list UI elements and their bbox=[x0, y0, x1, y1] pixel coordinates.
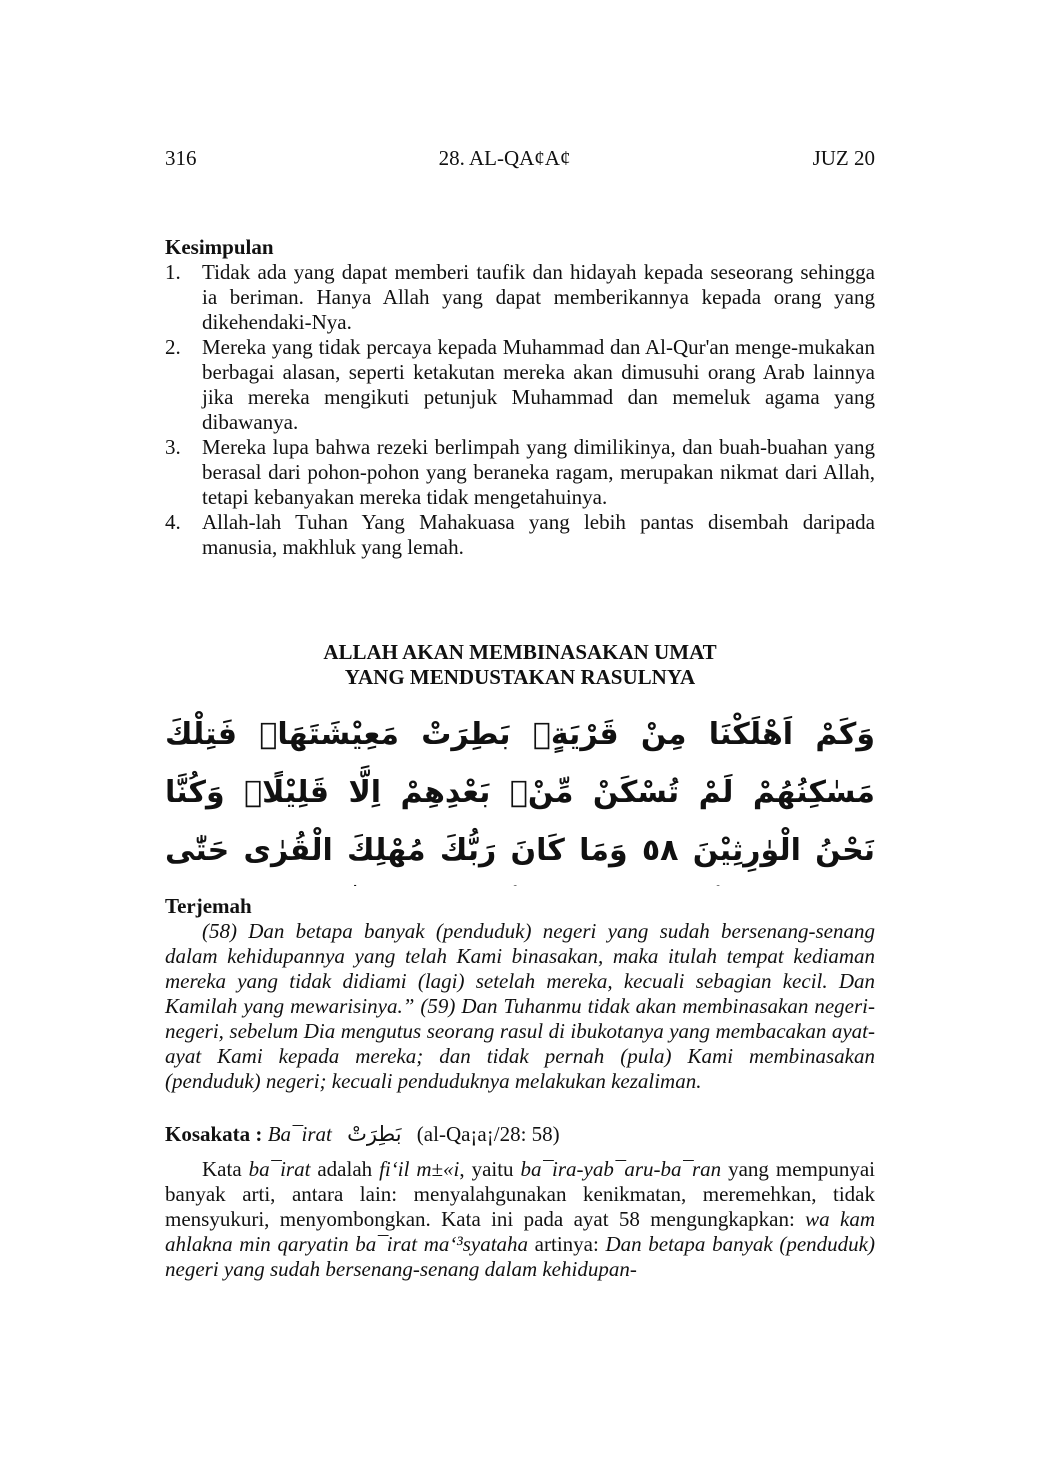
text: ba¯irat bbox=[248, 1157, 311, 1181]
body bbox=[165, 235, 875, 1282]
item-number: 2. bbox=[165, 335, 181, 359]
text: Dan betapa banyak (penduduk) negeri yang sudah bersenang-senang dalam kehidupan- bbox=[165, 1232, 875, 1281]
page-number: 316 bbox=[165, 146, 197, 170]
kesimpulan-list bbox=[165, 260, 875, 560]
kosakata-label: Kosakata : bbox=[165, 1122, 263, 1146]
kesimpulan-heading: Kesimpulan bbox=[165, 235, 274, 259]
running-header bbox=[165, 146, 875, 171]
text: fi‘il m±«i bbox=[379, 1157, 460, 1181]
text: yang mempunyai banyak arti, antara lain: menyalahgunakan kenikmatan, meremehkan, tidak mensyukuri, menyombongkan. Kata ini pada ayat 58 mengungkapkan: bbox=[165, 1157, 876, 1231]
list-item bbox=[165, 260, 875, 335]
kosakata-line bbox=[165, 1122, 875, 1147]
item-text: Mereka lupa bahwa rezeki berlimpah yang dimilikinya, dan buah-buahan yang berasal dari pohon-pohon yang beraneka ragam, merupakan nikmat dari Allah, tetapi kebanyakan mereka tidak mengetahuinya. bbox=[202, 435, 875, 509]
text: , yaitu bbox=[459, 1157, 521, 1181]
text: Kata bbox=[202, 1157, 249, 1181]
kosakata-paragraph bbox=[165, 1157, 875, 1282]
text: ba¯ira-yab¯aru-ba¯ran bbox=[520, 1157, 722, 1181]
item-text: Tidak ada yang dapat memberi taufik dan hidayah kepada seseorang sehingga ia beriman. Hanya Allah yang dapat memberikannya kepada orang yang dikehendaki-Nya. bbox=[202, 260, 875, 334]
item-number: 4. bbox=[165, 510, 181, 534]
text: artinya: bbox=[528, 1232, 606, 1256]
kosakata-arabic: بَطِرَتْ bbox=[347, 1122, 402, 1146]
text: wa kam ahlakna min qaryatin ba¯irat ma‘³syataha bbox=[165, 1207, 875, 1256]
section-title bbox=[165, 640, 875, 690]
section-title-line: YANG MENDUSTAKAN RASULNYA bbox=[344, 665, 696, 689]
item-number: 3. bbox=[165, 435, 181, 459]
juz-label: JUZ 20 bbox=[812, 146, 875, 170]
item-text: Mereka yang tidak percaya kepada Muhammad dan Al-Qur'an menge-mukakan berbagai alasan, seperti ketakutan mereka akan dimusuhi orang Arab lainnya jika mereka mengikuti petunjuk Muhammad dan memeluk agama yang dibawanya. bbox=[202, 335, 875, 434]
kosakata-term: Ba¯irat bbox=[267, 1122, 332, 1146]
list-item bbox=[165, 510, 875, 560]
terjemah-heading: Terjemah bbox=[165, 894, 252, 918]
arabic-verses: وَكَمْ اَهْلَكْنَا مِنْ قَرْيَةٍۢ بَطِرَتْ مَعِيْشَتَهَاۚ فَتِلْكَ مَسٰكِنُهُمْ لَمْ تُسْكَنْ مِّنْۢ بَعْدِهِمْ اِلَّا قَلِيْلًاۗ وَكُنَّا نَحْنُ الْوٰرِثِيْنَ ٥٨ وَمَا كَانَ رَبُّكَ مُهْلِكَ الْقُرٰى حَتّٰى bbox=[165, 717, 875, 868]
section-title-line: ALLAH AKAN MEMBINASAKAN UMAT bbox=[323, 640, 717, 664]
item-number: 1. bbox=[165, 260, 181, 284]
item-text: Allah-lah Tuhan Yang Mahakuasa yang lebih pantas disembah daripada manusia, makhluk yang lemah. bbox=[202, 510, 875, 559]
chapter-title: 28. AL-QA¢A¢ bbox=[438, 146, 571, 170]
list-item bbox=[165, 335, 875, 435]
kosakata-reference: (al-Qa¡a¡/28: 58) bbox=[416, 1122, 560, 1146]
list-item bbox=[165, 435, 875, 510]
text: adalah bbox=[310, 1157, 380, 1181]
terjemah-text: (58) Dan betapa banyak (penduduk) negeri yang sudah bersenang-senang dalam kehidupannya yang telah Kami binasakan, maka itulah tempat kediaman mereka yang tidak didiami (lagi) setelah mereka, kecuali sebagian kecil. Dan Kamilah yang mewarisinya.” (59) Dan Tuhanmu tidak akan membinasakan negeri-negeri, sebelum Dia mengutus seorang rasul di ibukotanya yang membacakan ayat-ayat Kami kepada mereka; dan tidak pernah (pula) Kami membinasakan (penduduk) negeri; kecuali penduduknya melakukan kezaliman. bbox=[165, 919, 875, 1093]
